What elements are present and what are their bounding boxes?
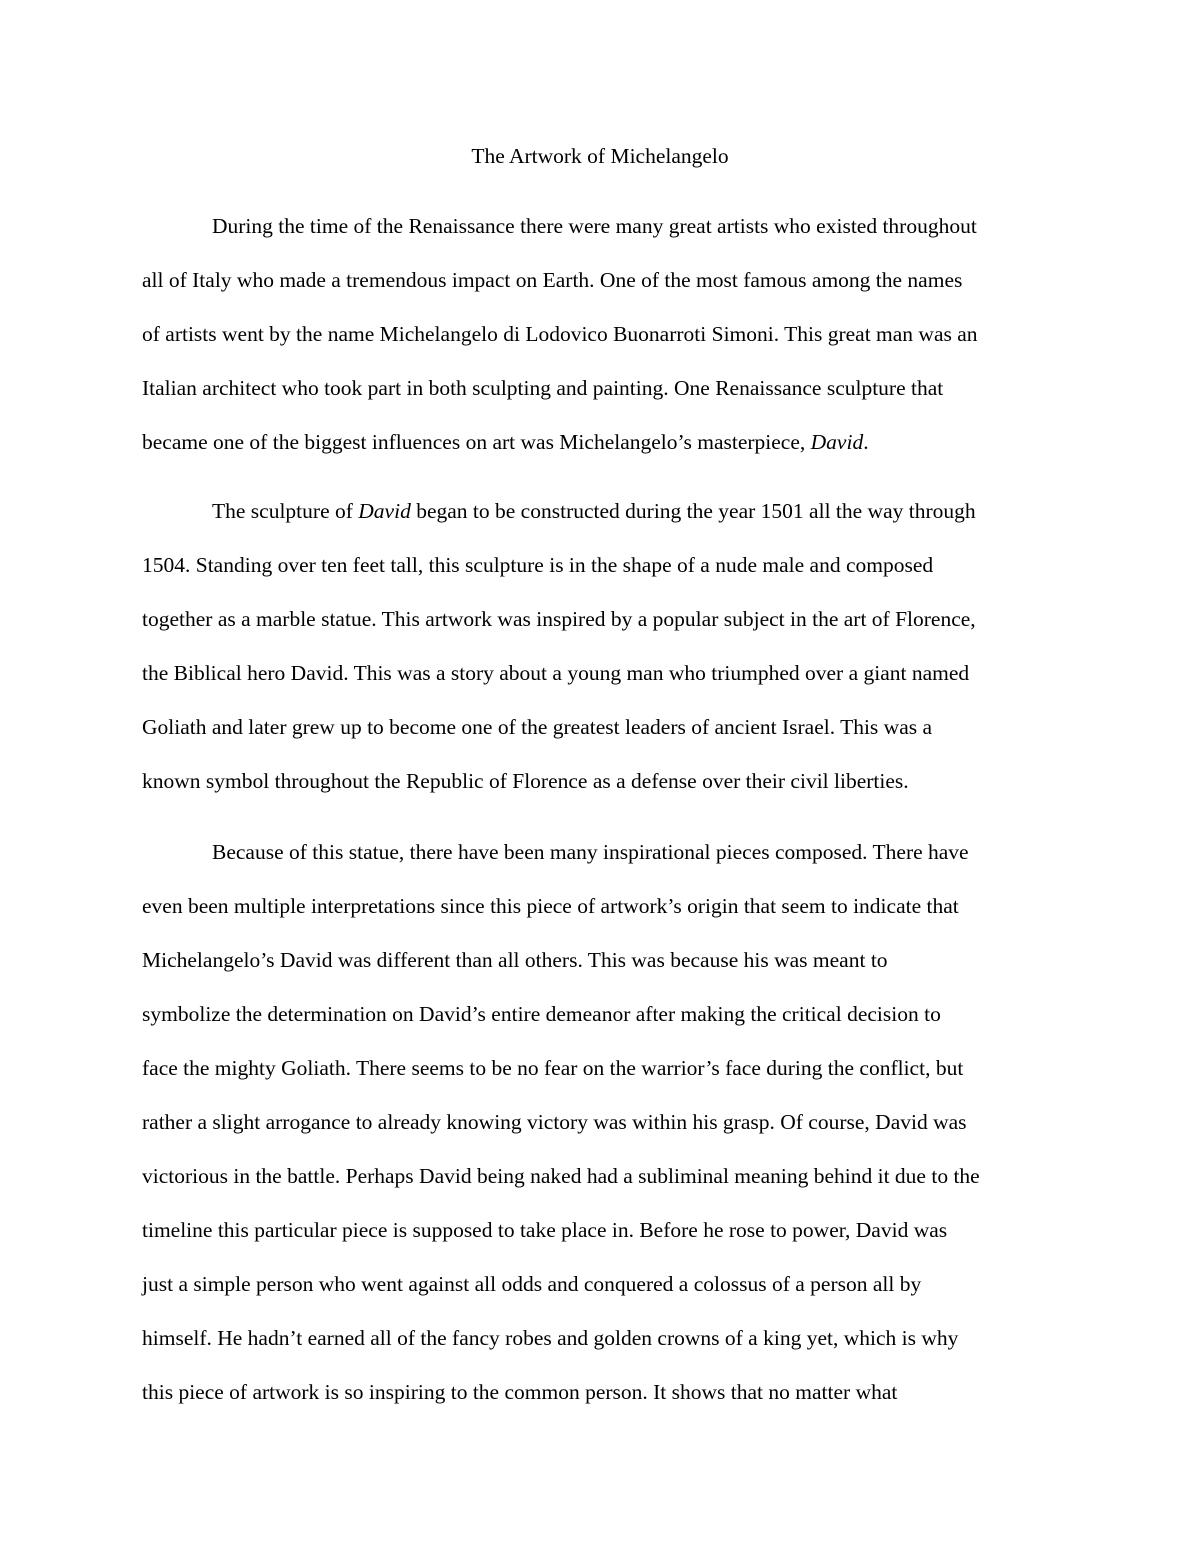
paragraph-line: known symbol throughout the Republic of Florence as a defense over their civil liberties.	[142, 769, 909, 793]
document-title: The Artwork of Michelangelo	[471, 144, 729, 168]
line-text: .	[863, 430, 869, 454]
paragraph-line	[212, 498, 1142, 524]
paragraph-line: together as a marble statue. This artwork was inspired by a popular subject in the art of Florence,	[142, 607, 976, 631]
paragraph-line: all of Italy who made a tremendous impact on Earth. One of the most famous among the names	[142, 268, 963, 292]
line-text: The sculpture of	[212, 499, 359, 523]
line-text: became one of the biggest influences on art was Michelangelo’s masterpiece,	[142, 430, 811, 454]
paragraph-line: the Biblical hero David. This was a story about a young man who triumphed over a giant named	[142, 661, 970, 685]
paragraph-line	[142, 429, 1072, 455]
paragraph-line: face the mighty Goliath. There seems to be no fear on the warrior’s face during the conflict, but	[142, 1056, 964, 1080]
paragraph-line: Goliath and later grew up to become one of the greatest leaders of ancient Israel. This was a	[142, 715, 933, 739]
paragraph-line: just a simple person who went against all odds and conquered a colossus of a person all by	[142, 1272, 922, 1296]
paragraph-line: himself. He hadn’t earned all of the fancy robes and golden crowns of a king yet, which is why	[142, 1326, 959, 1350]
paragraph-line: even been multiple interpretations since this piece of artwork’s origin that seem to indicate that	[142, 894, 959, 918]
paragraph-line: victorious in the battle. Perhaps David being naked had a subliminal meaning behind it due to the	[142, 1164, 980, 1188]
paragraph-line: of artists went by the name Michelangelo di Lodovico Buonarroti Simoni. This great man was an	[142, 322, 978, 346]
paragraph-line: 1504. Standing over ten feet tall, this sculpture is in the shape of a nude male and composed	[142, 553, 934, 577]
italic-title-text: David	[358, 499, 411, 523]
paragraph-line: Italian architect who took part in both sculpting and painting. One Renaissance sculpture that	[142, 376, 944, 400]
paragraph-line: this piece of artwork is so inspiring to the common person. It shows that no matter what	[142, 1380, 898, 1404]
paragraph-line: During the time of the Renaissance there were many great artists who existed throughout	[212, 214, 977, 238]
paragraph-line: Because of this statue, there have been many inspirational pieces composed. There have	[212, 840, 969, 864]
italic-title-text: David	[810, 430, 864, 454]
paragraph-line: rather a slight arrogance to already knowing victory was within his grasp. Of course, David was	[142, 1110, 967, 1134]
paragraph-line: timeline this particular piece is supposed to take place in. Before he rose to power, David was	[142, 1218, 948, 1242]
paragraph-line: symbolize the determination on David’s entire demeanor after making the critical decision to	[142, 1002, 941, 1026]
paragraph-line: Michelangelo’s David was different than all others. This was because his was meant to	[142, 948, 888, 972]
line-text: began to be constructed during the year 1501 all the way through	[410, 499, 976, 523]
